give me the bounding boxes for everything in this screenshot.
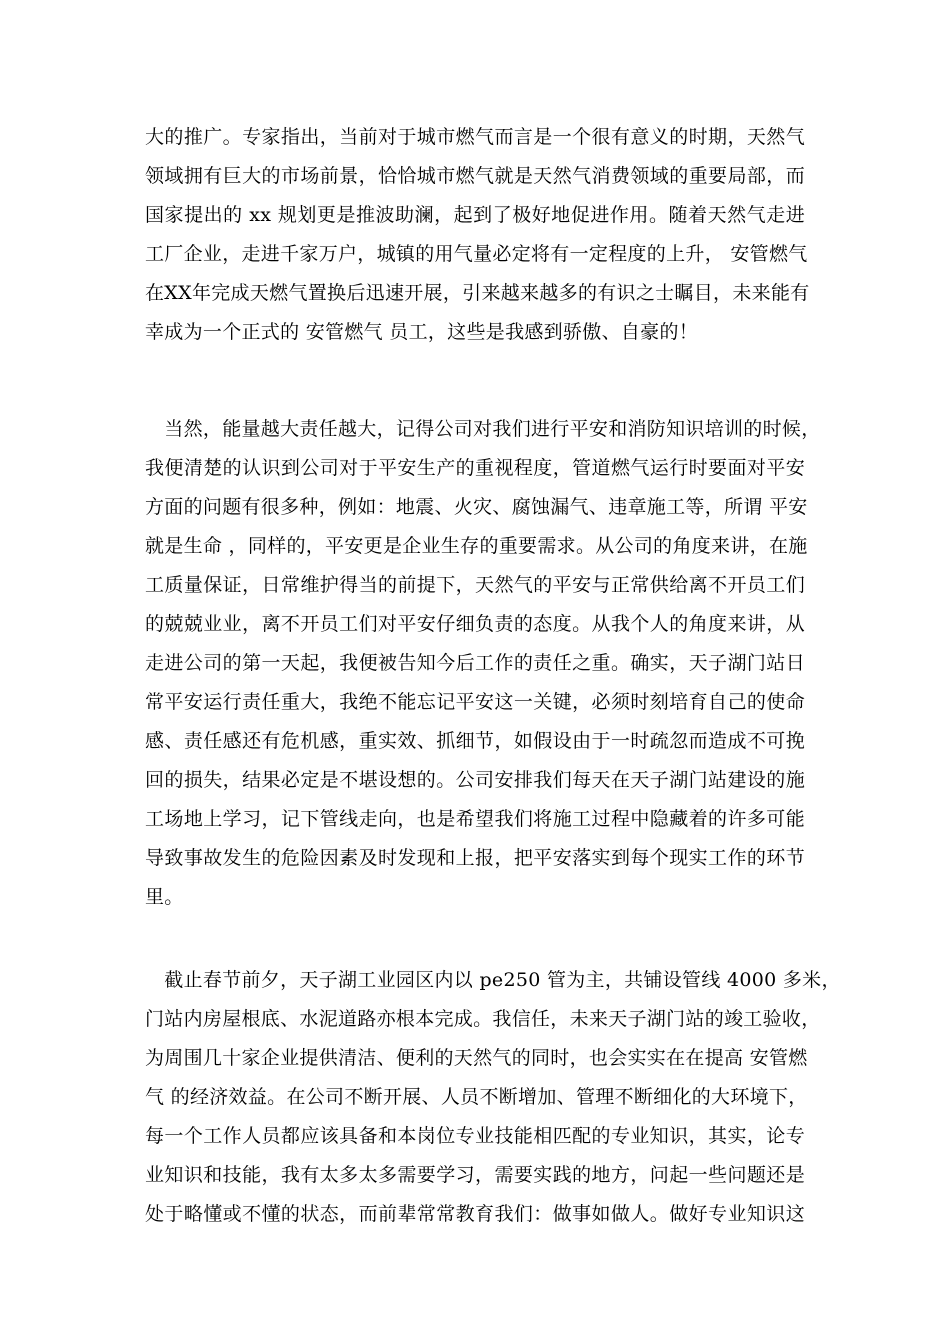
text-line: 的兢兢业业，离不开员工们对平安仔细负责的态度。从我个人的角度来讲，从 xyxy=(145,613,805,635)
text-line: 幸成为一个正式的 安管燃气 员工，这些是我感到骄傲、自豪的！ xyxy=(145,321,699,343)
text-line: 在XX年完成天燃气置换后迅速开展，引来越来越多的有识之士瞩目，未来能有 xyxy=(145,282,810,304)
text-line: 气 的经济效益。在公司不断开展、人员不断增加、管理不断细化的大环境下， xyxy=(145,1086,808,1108)
text-line: 大的推广。专家指出，当前对于城市燃气而言是一个很有意义的时期，天然气 xyxy=(145,126,805,148)
text-line: 导致事故发生的危险因素及时发现和上报，把平安落实到每个现实工作的环节 xyxy=(145,847,805,869)
text-line: 我便清楚的认识到公司对于平安生产的重视程度，管道燃气运行时要面对平安 xyxy=(145,457,805,479)
text-line: 国家提出的 xx 规划更是推波助澜，起到了极好地促进作用。随着天然气走进 xyxy=(145,204,805,226)
text-line: 当然，能量越大责任越大，记得公司对我们进行平安和消防知识培训的时候， xyxy=(145,418,821,440)
text-line: 走进公司的第一天起，我便被告知今后工作的责任之重。确实，天子湖门站日 xyxy=(145,652,805,674)
text-line: 工厂企业，走进千家万户，城镇的用气量必定将有一定程度的上升， 安管燃气 xyxy=(145,243,808,265)
text-line: 截止春节前夕，天子湖工业园区内以 pe250 管为主，共铺设管线 4000 多米， xyxy=(145,969,841,991)
text-line: 常平安运行责任重大，我绝不能忘记平安这一关键，必须时刻培育自己的使命 xyxy=(145,691,805,713)
text-line: 领域拥有巨大的市场前景，恰恰城市燃气就是天然气消费领域的重要局部，而 xyxy=(145,165,805,187)
text-line: 业知识和技能，我有太多太多需要学习，需要实践的地方，问起一些问题还是 xyxy=(145,1164,805,1186)
text-line: 里。 xyxy=(145,886,184,908)
text-line: 门站内房屋根底、水泥道路亦根本完成。我信任，未来天子湖门站的竣工验收， xyxy=(145,1008,821,1030)
text-line: 工场地上学习，记下管线走向，也是希望我们将施工过程中隐藏着的许多可能 xyxy=(145,808,805,830)
text-line: 就是生命 ，同样的，平安更是企业生存的重要需求。从公司的角度来讲，在施 xyxy=(145,535,808,557)
text-line: 为周围几十家企业提供清洁、便利的天然气的同时，也会实实在在提高 安管燃 xyxy=(145,1047,808,1069)
text-line: 每一个工作人员都应该具备和本岗位专业技能相匹配的专业知识，其实，论专 xyxy=(145,1125,805,1147)
text-line: 回的损失，结果必定是不堪设想的。公司安排我们每天在天子湖门站建设的施 xyxy=(145,769,805,791)
text-line: 方面的问题有很多种，例如：地震、火灾、腐蚀漏气、违章施工等，所谓 平安 xyxy=(145,496,808,518)
text-line: 工质量保证，日常维护得当的前提下，天然气的平安与正常供给离不开员工们 xyxy=(145,574,805,596)
text-line: 处于略懂或不懂的状态，而前辈常常教育我们：做事如做人。做好专业知识这 xyxy=(145,1203,805,1225)
text-line: 感、责任感还有危机感，重实效、抓细节，如假设由于一时疏忽而造成不可挽 xyxy=(145,730,805,752)
